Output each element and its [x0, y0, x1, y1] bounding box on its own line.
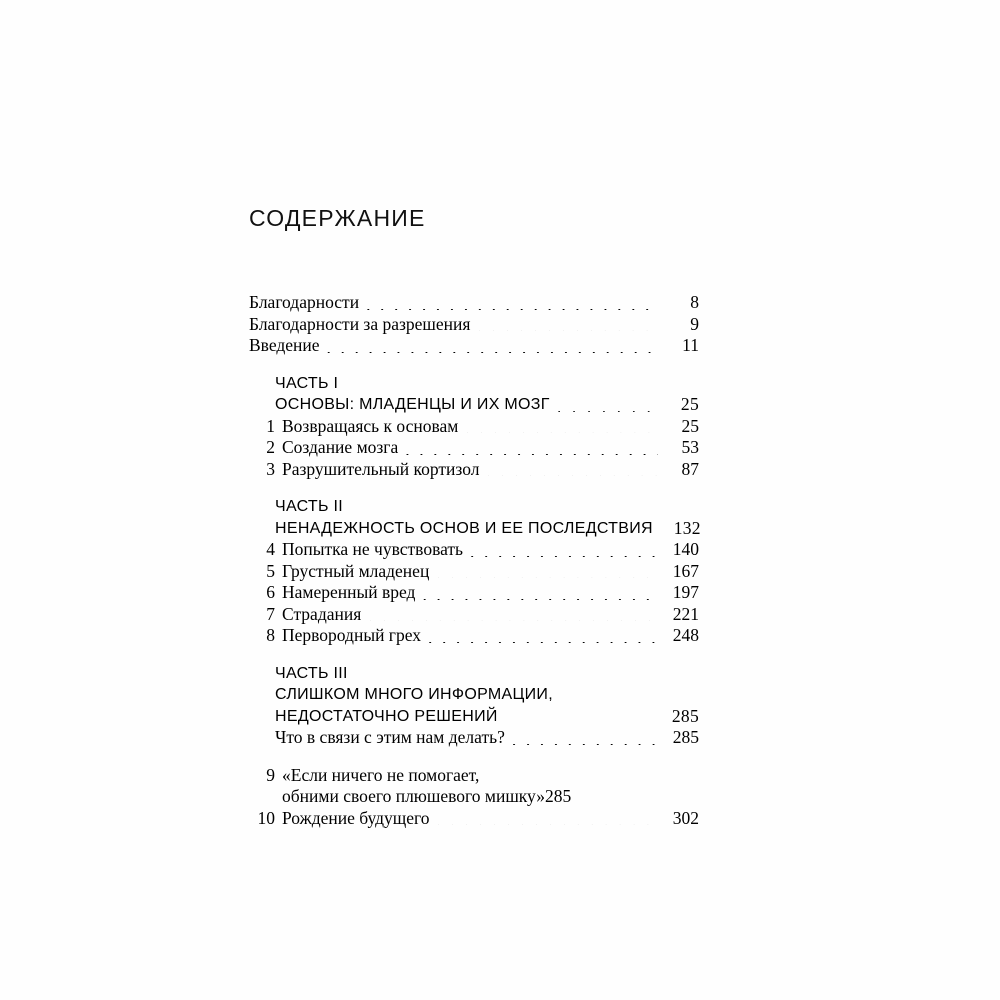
list-item: [275, 727, 699, 749]
part-page: 285: [671, 705, 699, 726]
leader-dots: [512, 744, 658, 745]
part-label-text: ЧАСТЬ III: [275, 664, 348, 682]
leader-dots: [366, 309, 658, 310]
spacer: [249, 647, 699, 663]
leader-dots: [505, 722, 658, 723]
leader-dots: [470, 556, 658, 557]
toc-entry-page: 87: [681, 458, 699, 479]
toc-entry-label: Благодарности: [249, 292, 360, 312]
toc-entry-label: Попытка не чувствовать: [282, 539, 464, 559]
leader-dots: [477, 330, 658, 331]
part-page: 25: [680, 394, 699, 414]
list-item: [249, 335, 699, 357]
page-title: СОДЕРЖАНИЕ: [249, 205, 426, 231]
toc-entry-page: 302: [672, 807, 699, 828]
toc-entry-page: 25: [681, 415, 699, 436]
toc-entry-page: 8: [690, 292, 699, 312]
list-item: [249, 604, 699, 626]
leader-dots: [486, 475, 658, 476]
leader-dots: [355, 679, 658, 680]
part-title-text: СЛИШКОМ МНОГО ИНФОРМАЦИИ,: [275, 686, 553, 703]
part-title-text: НЕДОСТАТОЧНО РЕШЕНИЙ: [275, 707, 498, 725]
toc-entry-page: 197: [672, 582, 699, 602]
toc-entry-page: 167: [672, 560, 699, 581]
part-label-text: ЧАСТЬ II: [275, 498, 344, 515]
chapter-number: 3: [266, 458, 275, 479]
list-item: [249, 314, 699, 336]
toc-entry-label: Грустный младенец: [282, 560, 430, 581]
leader-dots: [436, 577, 658, 578]
toc-entry-label: Что в связи с этим нам делать?: [275, 727, 505, 747]
list-item: [249, 416, 699, 438]
toc-entry-page: 221: [672, 603, 699, 624]
leader-dots: [422, 599, 658, 600]
leader-dots: [345, 389, 658, 390]
list-item: [249, 808, 699, 830]
leader-dots: [437, 824, 658, 825]
chapter-first-line: [249, 765, 699, 787]
leader-dots: [486, 781, 658, 782]
toc-entry-label-cont: обними своего плюшевого мишку»: [282, 786, 545, 806]
chapter-number: 10: [257, 807, 275, 828]
spacer: [249, 749, 699, 765]
toc-entry-label: «Если ничего не помогает,: [282, 764, 480, 785]
toc-entry-page: 9: [690, 313, 699, 334]
leader-dots: [560, 701, 658, 702]
part-label: [275, 663, 699, 685]
part-label-text: ЧАСТЬ I: [275, 374, 339, 392]
chapter-second-line: [282, 786, 699, 808]
toc-entry-label: Создание мозга: [282, 437, 399, 457]
list-item: [249, 765, 699, 808]
part-title-line1: [275, 684, 699, 706]
toc-entry-page: 11: [682, 335, 699, 355]
spacer: [249, 480, 699, 496]
toc-entry-label: Первородный грех: [282, 625, 422, 645]
part-label: [275, 373, 699, 395]
table-of-contents: [249, 292, 699, 829]
list-item: [249, 561, 699, 583]
toc-entry-label: Введение: [249, 335, 320, 355]
toc-entry-page: 248: [672, 625, 699, 645]
chapter-number: 6: [266, 582, 275, 602]
spacer: [249, 357, 699, 373]
part-title-line2: [275, 706, 699, 728]
chapter-number: 2: [266, 437, 275, 457]
leader-dots: [428, 642, 658, 643]
toc-entry-label: Страдания: [282, 603, 362, 624]
chapter-number: 7: [266, 603, 275, 624]
toc-entry-label: Намеренный вред: [282, 582, 416, 602]
toc-entry-label: Возвращаясь к основам: [282, 415, 459, 436]
list-item: [249, 582, 699, 604]
leader-dots: [557, 411, 658, 412]
part-page: 132: [673, 517, 701, 538]
chapter-number: 9: [266, 764, 275, 785]
toc-entry-label: Благодарности за разрешения: [249, 313, 471, 334]
list-item: [249, 459, 699, 481]
part-label: [275, 496, 699, 518]
chapter-number: 4: [266, 539, 275, 559]
leader-dots: [368, 620, 658, 621]
list-item: [249, 437, 699, 459]
chapter-number: 1: [266, 415, 275, 436]
chapter-number: 8: [266, 625, 275, 645]
leader-dots: [350, 513, 658, 514]
part-title-text: НЕНАДЕЖНОСТЬ ОСНОВ И ЕЕ ПОСЛЕДСТВИЯ: [275, 519, 653, 537]
leader-dots: [465, 432, 658, 433]
part-title: [275, 394, 699, 416]
toc-entry-label: Разрушительный кортизол: [282, 458, 480, 479]
list-item: [249, 625, 699, 647]
toc-entry-label: Рождение будущего: [282, 807, 430, 828]
leader-dots: [405, 454, 658, 455]
list-item: [249, 539, 699, 561]
toc-entry-page: 285: [672, 727, 699, 747]
part-title: [275, 518, 699, 540]
toc-entry-page: 140: [672, 539, 699, 559]
toc-entry-page: 285: [545, 786, 572, 806]
toc-entry-page: 53: [681, 437, 699, 457]
part-title-text: ОСНОВЫ: МЛАДЕНЦЫ И ИХ МОЗГ: [275, 396, 550, 413]
list-item: [249, 292, 699, 314]
leader-dots: [327, 352, 658, 353]
chapter-number: 5: [266, 560, 275, 581]
